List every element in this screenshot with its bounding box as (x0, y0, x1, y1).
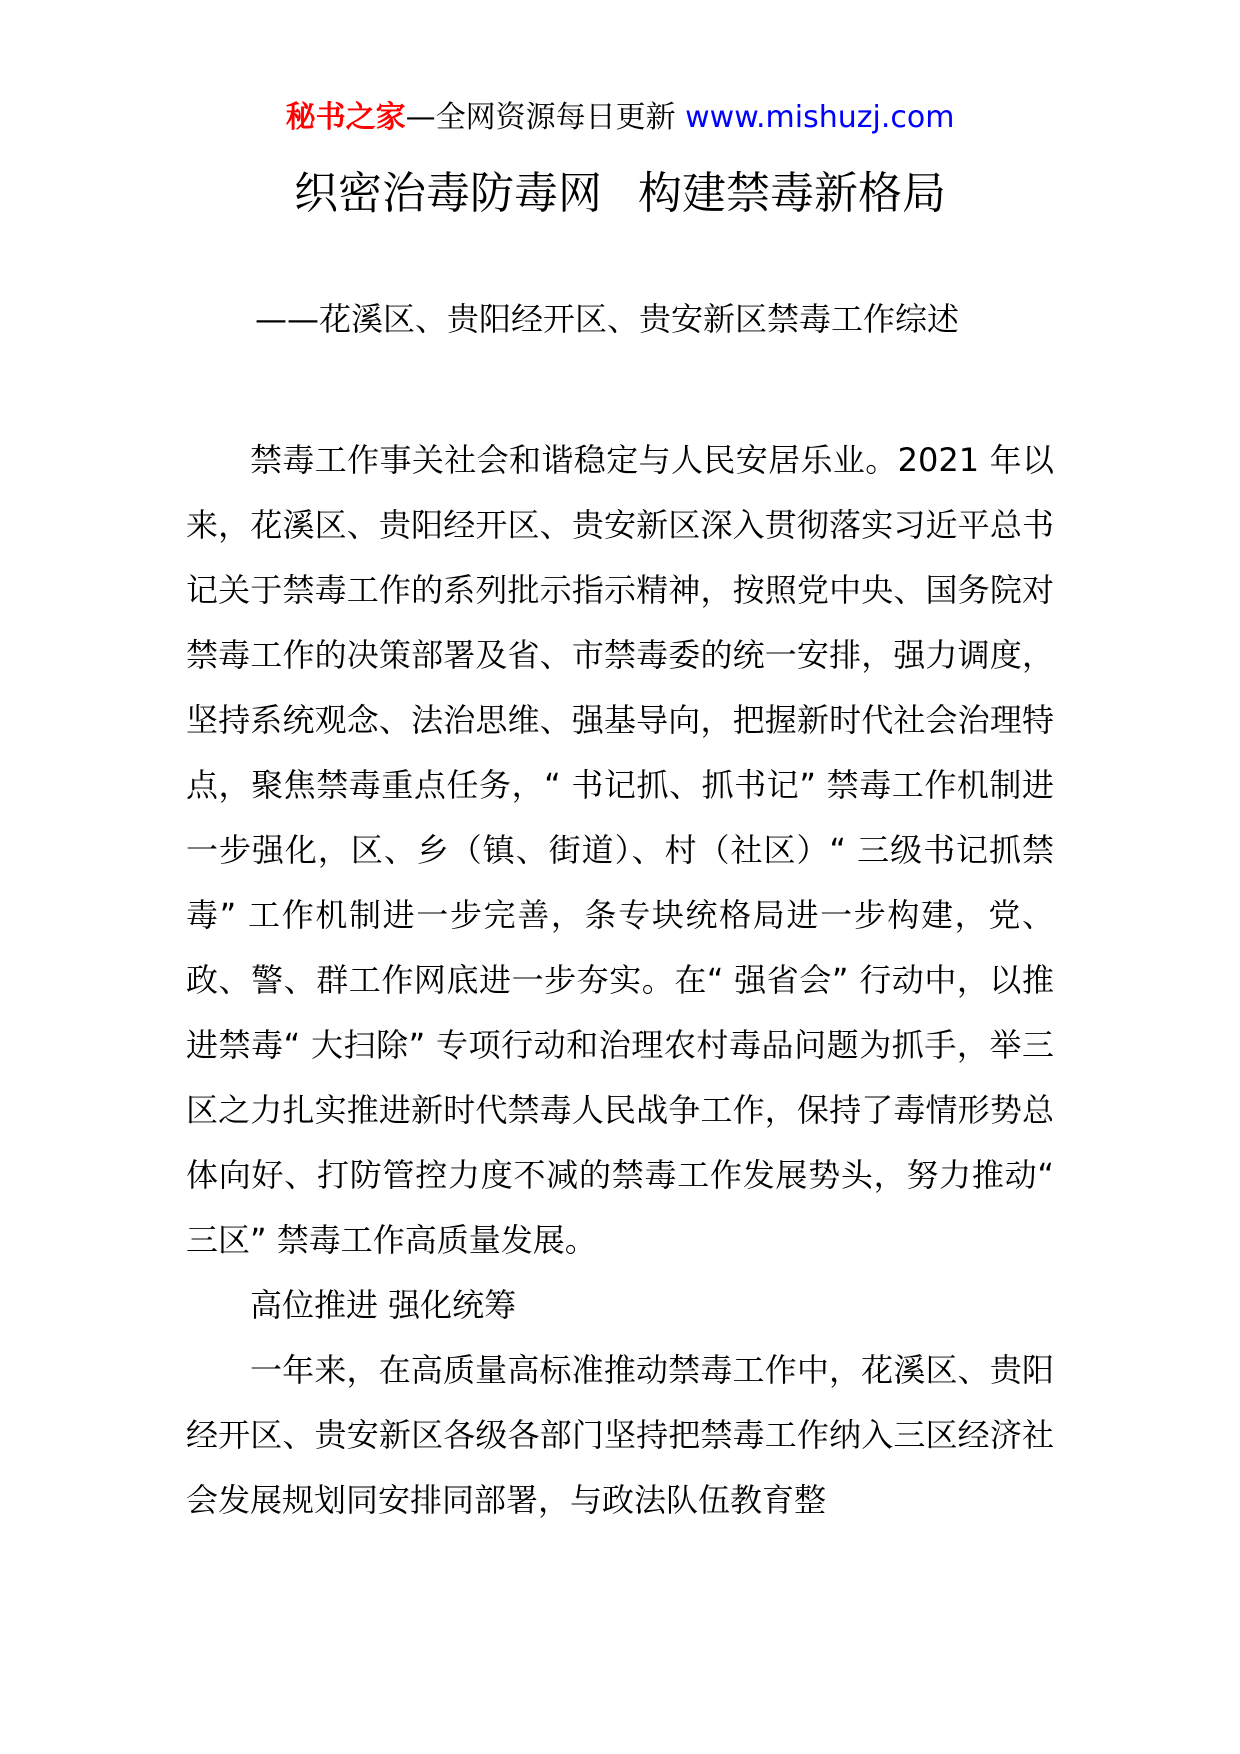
site-link[interactable]: www.mishuzj.com (685, 100, 955, 135)
paragraph-intro: 禁毒工作事关社会和谐稳定与人民安居乐业。2021 年以来，花溪区、贵阳经开区、贵安新区深入贯彻落实习近平总书记关于禁毒工作的系列批示指示精神，按照党中央、国务院对禁毒工作的决策部署及省、市禁毒委的统一安排，强力调度，坚持系统观念、法治思维、强基导向，把握新时代社会治理特点，聚焦禁毒重点任务，“ 书记抓、抓书记” 禁毒工作机制进一步强化，区、乡（镇、街道）、村（社区）“ 三级书记抓禁毒” 工作机制进一步完善，条专块统格局进一步构建，党、政、警、群工作网底进一步夯实。在“ 强省会” 行动中，以推进禁毒“ 大扫除” 专项行动和治理农村毒品问题为抓手，举三区之力扎实推进新时代禁毒人民战争工作，保持了毒情形势总体向好、打防管控力度不减的禁毒工作发展势头，努力推动“ 三区” 禁毒工作高质量发展。 (186, 441, 1054, 1259)
page-title (0, 164, 1240, 224)
article-body (186, 428, 1054, 1533)
title-part-1: 织密治毒防毒网 (294, 168, 602, 219)
section-heading: 高位推进 强化统筹 (250, 1286, 517, 1324)
paragraph-section-1: 一年来，在高质量高标准推动禁毒工作中，花溪区、贵阳经开区、贵安新区各级各部门坚持把禁毒工作纳入三区经济社会发展规划同安排同部署，与政法队伍教育整 (186, 1351, 1054, 1519)
page-subtitle: ——花溪区、贵阳经开区、贵安新区禁毒工作综述 (255, 300, 960, 338)
watermark-header (0, 98, 1240, 138)
brand-tagline: —全网资源每日更新 (405, 100, 676, 135)
title-part-2: 构建禁毒新格局 (638, 168, 946, 219)
brand-name: 秘书之家 (285, 100, 406, 135)
